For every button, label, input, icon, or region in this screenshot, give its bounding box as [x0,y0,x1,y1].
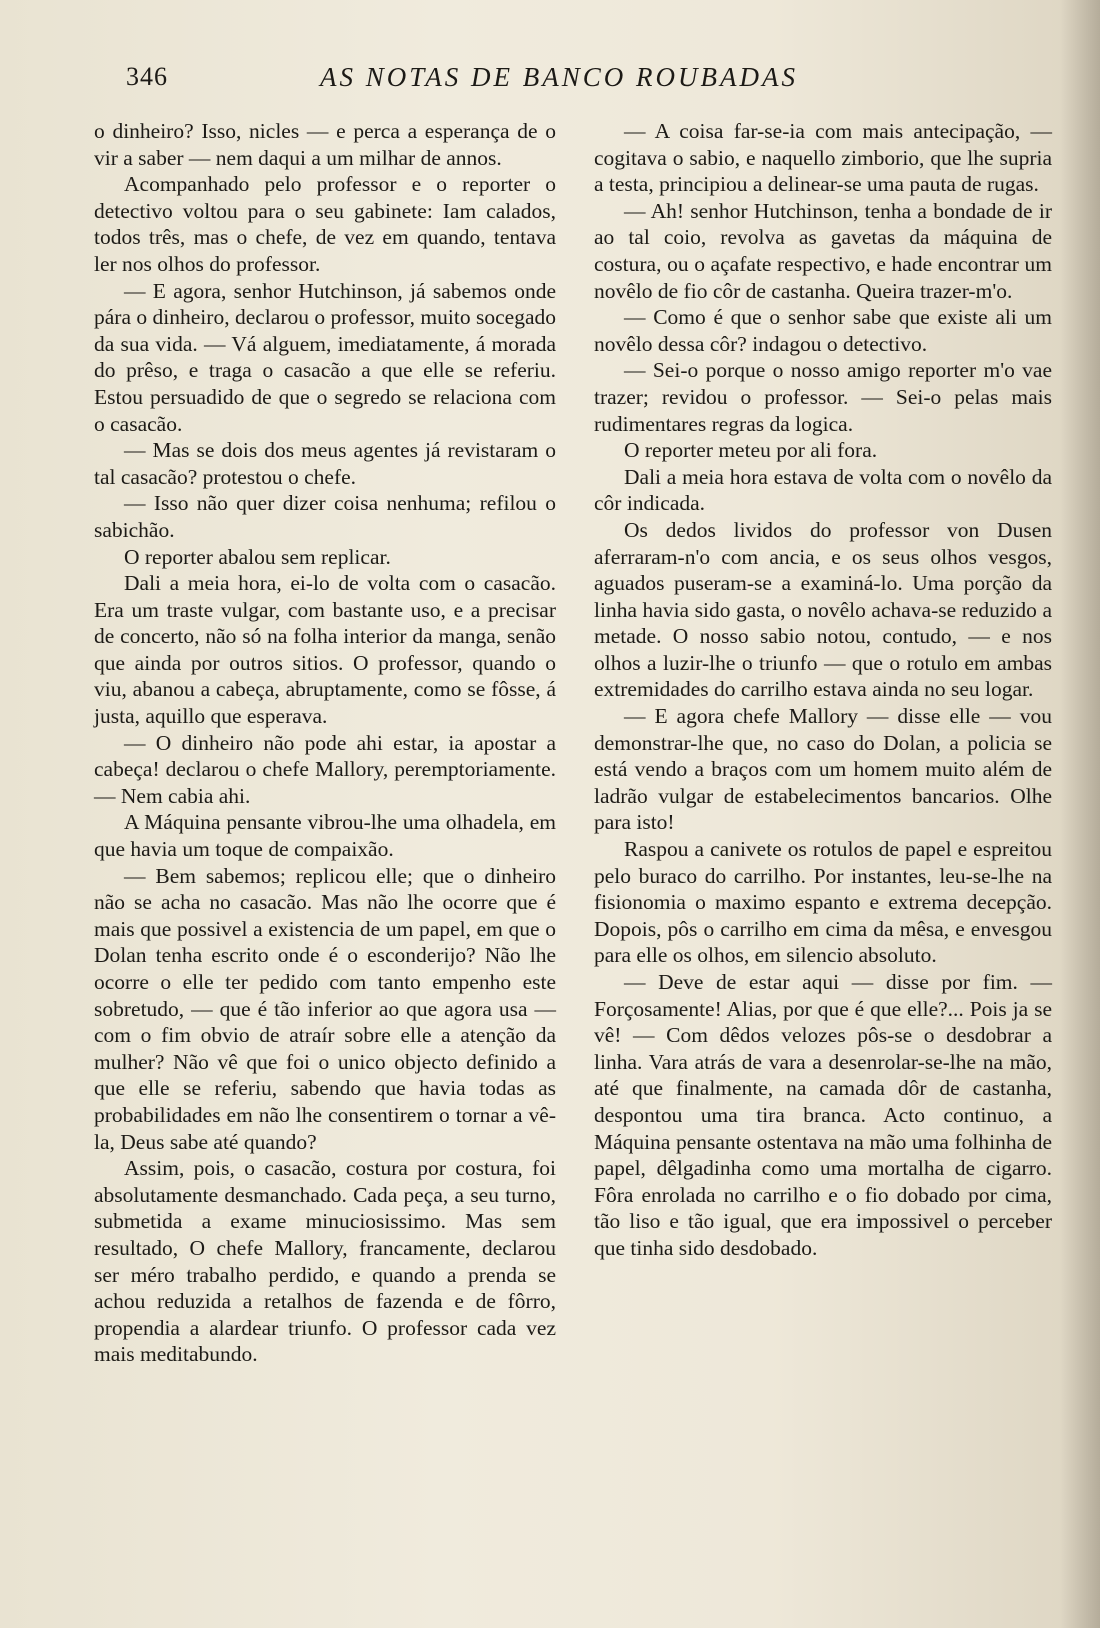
paragraph: A Máquina pensante vibrou-lhe uma olhadela, em que havia um toque de compaixão. [94,810,556,862]
page-edge-shadow [1060,0,1100,1628]
paragraph: o dinheiro? Isso, nicles — e perca a esperança de o vir a saber — nem daqui a um milhar de annos. [94,119,556,170]
paragraph: — Como é que o senhor sabe que existe ali um novêlo dessa côr? indagou o detectivo. [594,305,1052,356]
paragraph: — Deve de estar aqui — disse por fim. — Forçosamente! Alias, por que é que elle?... Pois ja se vê! — Com dêdos velozes pôs-se o desdobrar a linha. Vara atrás de vara a desenrolar-se-lhe na mão, até que finalmente, na camada dôr de castanha, despontou uma tira branca. Acto continuo, a Máquina pensante ostentava na mão uma folhinha de papel, dêlgadinha como uma mortalha de cigarro. Fôra enrolada no carrilho e o fio dobado por cima, tão liso e tão igual, que era impossivel o perceber que tinha sido desdobado. [594,970,1052,1260]
paragraph: — Sei-o porque o nosso amigo reporter m'o vae trazer; revidou o professor. — Sei-o pelas mais rudimentares regras da logica. [594,358,1052,436]
paragraph: — E agora chefe Mallory — disse elle — vou demonstrar-lhe que, no caso do Dolan, a policia se está vendo a braços com um homem muito além de ladrão vulgar de estabelecimentos bancarios. Olhe para isto! [594,704,1052,835]
paragraph: Assim, pois, o casacão, costura por costura, foi absolutamente desmanchado. Cada peça, a seu turno, submetida a exame minuciosissimo. Mas sem resultado, O chefe Mallory, francamente, declarou ser méro trabalho perdido, e quando a prenda se achou reduzida a retalhos de fazenda e de fôrro, propendia a alardear triunfo. O professor cada vez mais meditabundo. [94,1156,556,1367]
paragraph: — E agora, senhor Hutchinson, já sabemos onde pára o dinheiro, declarou o professor, muito socegado da sua vida. — Vá alguem, imediatamente, á morada do prêso, e traga o casacão a que elle se referiu. Estou persuadido de que o segredo se relaciona com o casacão. [94,278,556,436]
paragraph: — Isso não quer dizer coisa nenhuma; refilou o sabichão. [94,491,556,542]
paragraph: — Bem sabemos; replicou elle; que o dinheiro não se acha no casacão. Mas não lhe ocorre que é mais que possivel a existencia de um papel, em que o Dolan tenha escrito onde é o esconderijo? Não lhe ocorre o elle ter pedido com tanto empenho este sobretudo, — que é tão inferior ao que agora usa — com o fim obvio de atraír sobre elle a atenção da mulher? Não vê que foi o unico objecto definido a que elle se referiu, sabendo que havia todas as probabilidades em não lhe consentirem o tornar a vê-la, Deus sabe até quando? [94,863,556,1154]
paragraph: O reporter abalou sem replicar. [124,544,391,569]
paragraph: — Ah! senhor Hutchinson, tenha a bondade de ir ao tal coio, revolva as gavetas da máquina de costura, ou o açafate respectivo, e hade encontrar um novêlo de fio côr de castanha. Queira trazer-m'o. [594,198,1052,303]
paragraph: Acompanhado pelo professor e o reporter o detectivo voltou para o seu gabinete: Iam calados, todos três, mas o chefe, de vez em quando, tentava ler nos olhos do professor. [94,172,556,276]
paragraph: Os dedos lividos do professor von Dusen aferraram-n'o com ancia, e os seus olhos vesgos, aguados puseram-se a examiná-lo. Uma porção da linha havia sido gasta, o novêlo achava-se reduzido a metade. O nosso sabio notou, contudo, — e nos olhos a luzir-lhe o triunfo — que o rotulo em ambas extremidades do carrilho estava ainda no seu logar. [594,517,1052,702]
paragraph: Raspou a canivete os rotulos de papel e espreitou pelo buraco do carrilho. Por instantes, leu-se-lhe na fisionomia o maximo espanto e extrema decepção. Dopois, pôs o carrilho em cima da mêsa, e envesgou para elle os olhos, em silencio absoluto. [594,837,1052,968]
paragraph: O reporter meteu por ali fora. [624,438,878,463]
page-header [0,62,1100,102]
paragraph: Dali a meia hora estava de volta com o novêlo da côr indicada. [594,464,1052,516]
right-column [594,118,1052,1262]
paragraph: — Mas se dois dos meus agentes já revistaram o tal casacão? protestou o chefe. [94,438,556,489]
paragraph: — O dinheiro não pode ahi estar, ia apostar a cabeça! declarou o chefe Mallory, peremptoriamente. — Nem cabia ahi. [94,730,556,808]
paragraph: — A coisa far-se-ia com mais antecipação, — cogitava o sabio, e naquello zimborio, que lhe supria a testa, principiou a delinear-se uma pauta de rugas. [594,119,1052,197]
page-number: 346 [126,62,168,91]
running-title: AS NOTAS DE BANCO ROUBADAS [320,62,798,92]
left-column [94,118,556,1368]
paragraph: Dali a meia hora, ei-lo de volta com o casacão. Era um traste vulgar, com bastante uso, e a precisar de concerto, não só na folha interior da manga, senão que ainda por outros sitios. O professor, quando o viu, abanou a cabeça, abruptamente, como se fôsse, á justa, aquillo que esperava. [94,571,556,729]
